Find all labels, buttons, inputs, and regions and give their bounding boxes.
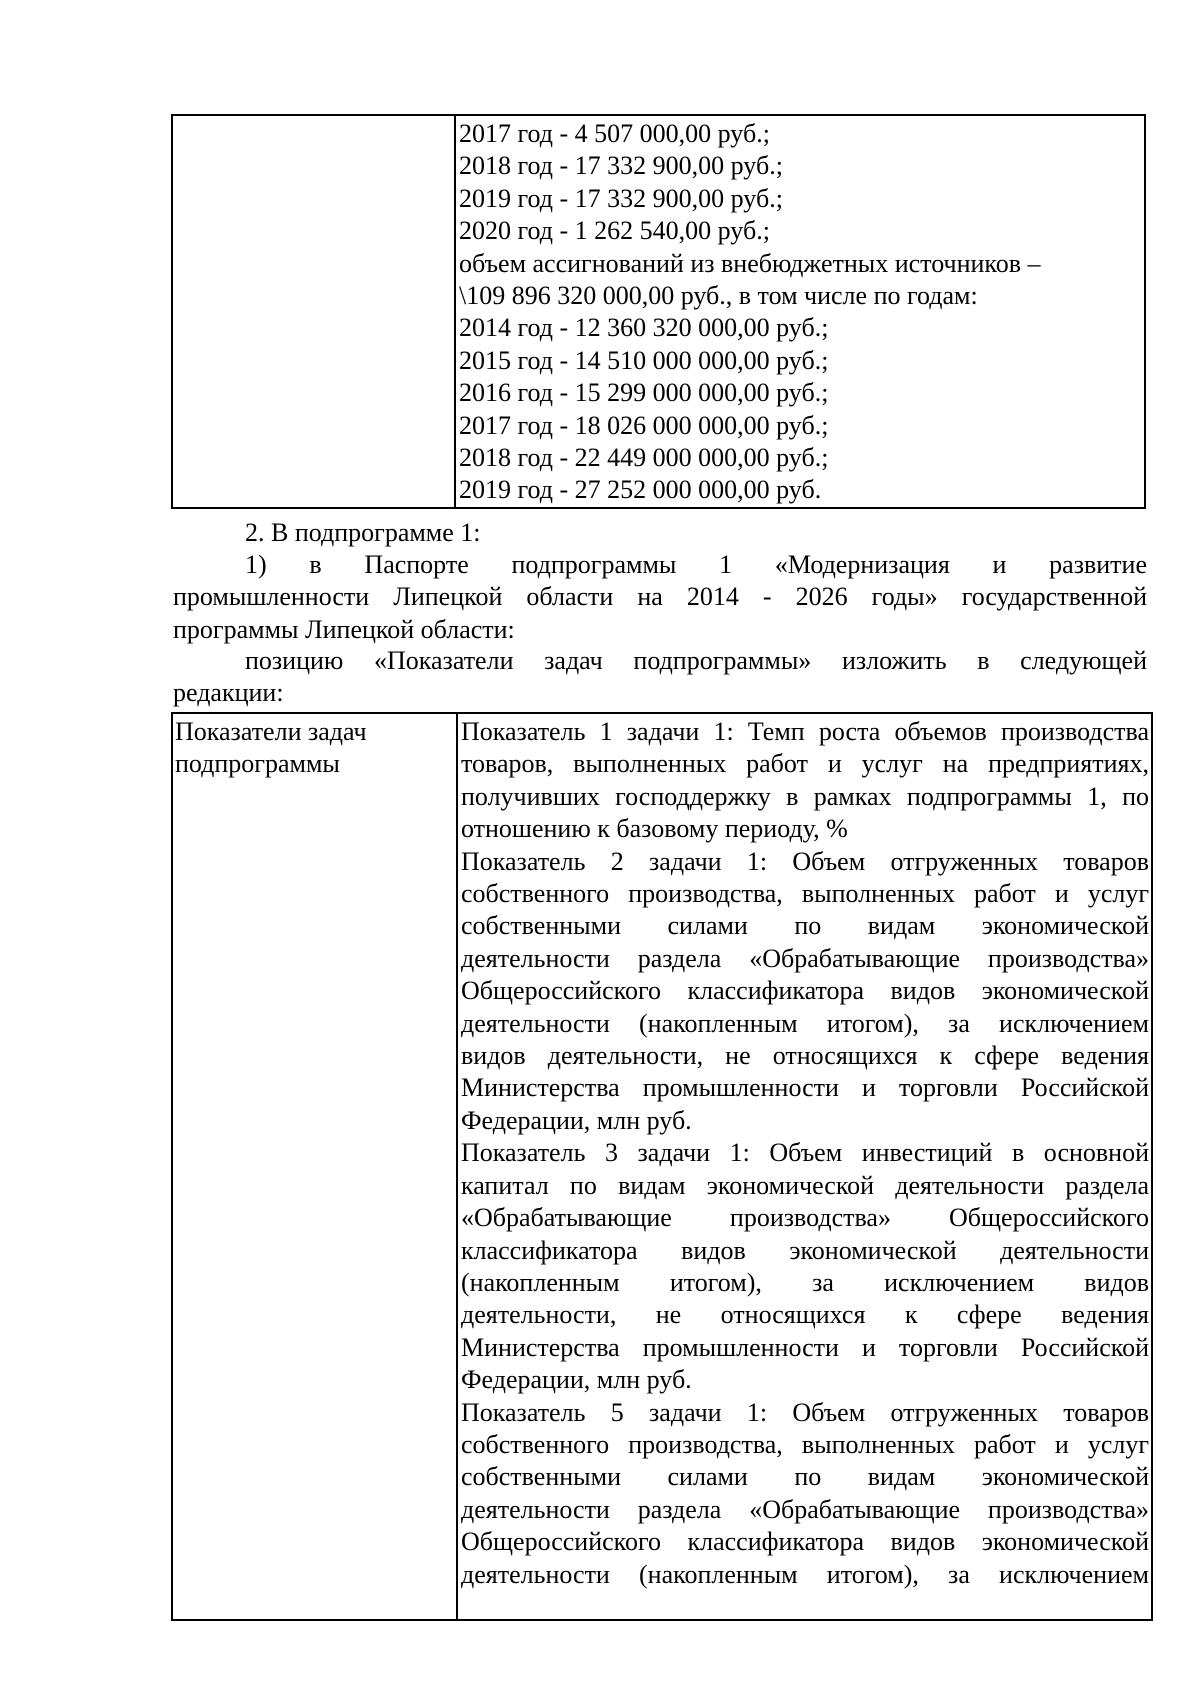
indicators-heading-line: подпрограммы (175, 749, 340, 779)
indicator-line: товаров, выполненных работ и услуг на предприятиях, (461, 749, 1149, 779)
indicator-line: отношению к базовому периоду, % (461, 814, 848, 844)
funding-line: 2017 год - 18 026 000 000,00 руб.; (459, 410, 829, 440)
paragraph-line: 2. В подпрограмме 1: (245, 518, 481, 547)
paragraph-line: промышленности Липецкой области на 2014 - 2026 годы» государственной (173, 582, 1147, 612)
indicator-line: классификатора видов экономической деятельности (461, 1235, 1149, 1265)
indicator-line: собственными силами по видам экономической (461, 911, 1149, 941)
funding-line: \109 896 320 000,00 руб., в том числе по годам: (459, 281, 978, 311)
funding-line: 2014 год - 12 360 320 000,00 руб.; (459, 313, 829, 343)
indicator-line: получивших господдержку в рамках подпрограммы 1, по (461, 781, 1149, 811)
indicator-line: Общероссийского классификатора видов экономической (461, 976, 1149, 1006)
funding-line: 2019 год - 17 332 900,00 руб.; (459, 183, 783, 213)
indicator-line: Федерации, млн руб. (461, 1365, 692, 1395)
funding-line: объем ассигнований из внебюджетных источников – (459, 248, 1041, 278)
funding-line: 2019 год - 27 252 000 000,00 руб. (459, 475, 822, 505)
indicator-line: Показатель 1 задачи 1: Темп роста объемов производства (461, 717, 1149, 746)
indicator-line: «Обрабатывающие производства» Общероссийского (461, 1203, 1149, 1233)
indicator-line: (накопленным итогом), за исключением видов (461, 1267, 1149, 1297)
indicator-line: Федерации, млн руб. (461, 1105, 692, 1135)
indicator-line: деятельности раздела «Обрабатывающие производства» (461, 1494, 1149, 1524)
indicators-heading-line: Показатели задач (175, 717, 367, 746)
indicator-line: Общероссийского классификатора видов экономической (461, 1527, 1149, 1557)
indicator-line: деятельности (накопленным итогом), за исключением (461, 1559, 1149, 1589)
indicator-line: собственного производства, выполненных работ и услуг (461, 1429, 1149, 1459)
indicator-line: собственными силами по видам экономической (461, 1462, 1149, 1492)
paragraph-subprogram (173, 517, 1147, 549)
indicator-line: деятельности раздела «Обрабатывающие производства» (461, 943, 1149, 973)
indicators-table-left-cell (172, 713, 457, 1620)
funding-line: 2015 год - 14 510 000 000,00 руб.; (459, 345, 829, 375)
indicator-line: видов деятельности, не относящихся к сфере ведения (461, 1041, 1149, 1071)
indicators-table-row (172, 713, 1152, 1620)
indicator-line: деятельности, не относящихся к сфере ведения (461, 1300, 1149, 1330)
funding-line: 2018 год - 17 332 900,00 руб.; (459, 151, 783, 181)
indicators-table (171, 712, 1153, 1621)
funding-line: 2020 год - 1 262 540,00 руб.; (459, 216, 770, 246)
funding-table-left-cell (172, 115, 455, 508)
indicators-table-right-cell (457, 713, 1152, 1620)
paragraph-line: редакции: (173, 678, 284, 708)
funding-line: 2016 год - 15 299 000 000,00 руб.; (459, 378, 829, 408)
indicator-line: Показатель 3 задачи 1: Объем инвестиций в основной (461, 1138, 1149, 1168)
funding-line: 2018 год - 22 449 000 000,00 руб.; (459, 443, 829, 473)
indicator-line: деятельности (накопленным итогом), за исключением (461, 1008, 1149, 1038)
indicator-line: собственного производства, выполненных работ и услуг (461, 879, 1149, 909)
funding-line: 2017 год - 4 507 000,00 руб.; (459, 119, 770, 148)
indicator-line: Показатель 5 задачи 1: Объем отгруженных товаров (461, 1397, 1149, 1427)
paragraph-line: позицию «Показатели задач подпрограммы» изложить в следующей (245, 646, 1147, 675)
funding-table-right-cell (455, 115, 1145, 508)
indicator-line: капитал по видам экономической деятельности раздела (461, 1170, 1149, 1200)
paragraph-position (173, 645, 1147, 710)
funding-table (171, 114, 1146, 509)
paragraph-passport (173, 549, 1147, 646)
indicator-line: Министерства промышленности и торговли Российской (461, 1073, 1149, 1103)
funding-table-row (172, 115, 1145, 508)
indicator-line: Министерства промышленности и торговли Российской (461, 1332, 1149, 1362)
paragraph-line: программы Липецкой области: (173, 614, 515, 644)
paragraph-line: 1) в Паспорте подпрограммы 1 «Модернизация и развитие (245, 550, 1147, 579)
indicator-line: Показатель 2 задачи 1: Объем отгруженных товаров (461, 846, 1149, 876)
